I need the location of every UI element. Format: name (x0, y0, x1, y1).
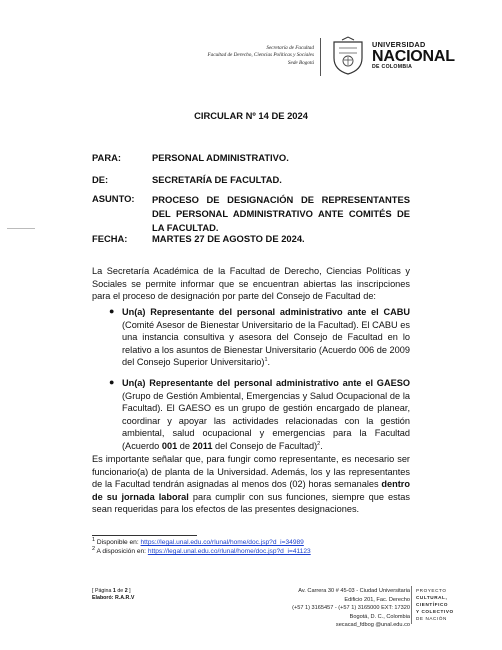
bullet-cabu-end: . (267, 357, 271, 367)
address-line-3: (+57 1) 3165457 - (+57 1) 3165000 EXT: 17320 (292, 605, 410, 612)
asunto-label: ASUNTO: (92, 193, 135, 204)
bullet-gaeso-end: . (320, 440, 323, 451)
closing-paragraph (92, 453, 410, 516)
bullet-gaeso-heading: Un(a) Representante del personal administrativo ante el GAESO (122, 378, 410, 388)
acuerdo-year: 2011 (192, 440, 213, 451)
para-value: PERSONAL ADMINISTRATIVO. (152, 152, 289, 163)
para-label: PARA: (92, 152, 121, 163)
footer-address (235, 587, 410, 630)
elaboro: Elaboró: R.A.R.V (92, 595, 135, 601)
page-current: 1 (112, 588, 116, 594)
footnote-1-text: Disponible en: (95, 539, 141, 546)
acuerdo-de: de (177, 440, 193, 451)
page-total: 2 (124, 588, 128, 594)
footnote-1 (92, 536, 304, 547)
bullet-cabu-text: (Comité Asesor de Bienestar Universitario de la Facultad). El CABU es una instancia consultiva y asesora del Consejo de Facultad en lo relativo a los asuntos de Bienestar Universitario (Acuerdo 006 de 2009 del Consejo Superior Universitario) (122, 319, 410, 367)
page-mid: de (115, 588, 125, 594)
address-line-1: Av. Carrera 30 # 45-03 - Ciudad Universitaria (298, 588, 410, 594)
footnote-ref-2: 2 (317, 440, 321, 447)
bullet-gaeso-text: (Grupo de Gestión Ambiental, Emergencias y Salud Ocupacional de la Facultad). El GAESO es un grupo de gestión encargado de planear, coordinar y apoyar las actividades relacionadas con la gestión ambiental, salud ocupacional y emergencias para la Facultad (Acuerdo (122, 390, 410, 451)
bullet-dot-1: ● (109, 306, 115, 316)
header-office (124, 45, 314, 67)
footnote-2 (92, 545, 311, 556)
wordmark-de-colombia: DE COLOMBIA (372, 64, 413, 70)
bullet-cabu (122, 306, 410, 369)
motto-line-2: CULTURAL, (416, 595, 448, 600)
header-line-2: Facultad de Derecho, Ciencias Políticas y Sociales (207, 52, 314, 59)
header-line-3: Sede Bogotá (287, 59, 314, 66)
circular-title: CIRCULAR Nº 14 DE 2024 (194, 110, 308, 121)
footnote-2-link[interactable]: https://legal.unal.edu.co/rlunal/home/doc.jsp?d_i=41123 (147, 548, 311, 555)
footnote-2-mark: 2 (92, 545, 96, 552)
footnote-ref-1: 1 (264, 356, 268, 363)
margin-mark (7, 228, 35, 229)
address-line-2: Edificio 201, Fac. Derecho (344, 596, 410, 603)
footnote-divider (92, 535, 197, 536)
fecha-value: MARTES 27 DE AGOSTO DE 2024. (152, 233, 305, 244)
university-seal-icon (330, 36, 366, 76)
page-prefix: [ Página (92, 588, 113, 594)
footnote-2-text: A disposición en: (95, 548, 148, 555)
bullet-gaeso-tail: del Consejo de Facultad) (212, 440, 318, 451)
footnote-1-mark: 1 (92, 536, 96, 543)
motto-line-1: PROYECTO (416, 588, 447, 593)
page-suffix: ] (127, 588, 131, 594)
motto-line-3: CIENTÍFICO (416, 602, 449, 607)
motto-line-4: Y COLECTIVO (416, 609, 454, 614)
address-line-5: secacad_fdbog @unal.edu.co (335, 622, 410, 629)
closing-bold: dentro de su jornada laboral (92, 479, 410, 502)
page-number (92, 588, 134, 595)
de-value: SECRETARÍA DE FACULTAD. (152, 174, 282, 185)
wordmark-universidad: UNIVERSIDAD (372, 40, 426, 49)
proyecto-motto (416, 587, 454, 622)
footnote-1-link[interactable]: https://legal.unal.edu.co/rlunal/home/doc.jsp?d_i=34989 (140, 539, 304, 546)
intro-paragraph: La Secretaría Académica de la Facultad de Derecho, Ciencias Políticas y Sociales se permite informar que se encuentran abiertas las inscripciones para el proceso de designación por parte del Consejo de Facultad de: (92, 266, 410, 301)
header-line-1: Secretaría de Facultad (266, 45, 314, 51)
bullet-cabu-heading: Un(a) Representante del personal administrativo ante el CABU (122, 307, 410, 317)
wordmark-nacional: NACIONAL (372, 48, 455, 65)
acuerdo-number: 001 (161, 440, 178, 451)
university-wordmark (372, 40, 455, 71)
address-line-4: Bogotá, D. C., Colombia (349, 613, 410, 620)
bullet-gaeso (122, 377, 410, 452)
bullet-dot-2: ● (109, 377, 115, 387)
closing-text-a: Es importante señalar que, para fungir como representante, es necesario ser funcionario(a) de planta de la Universidad. Además, los y las representantes de la Facultad tendrán asignadas al menos dos (02) horas semanales (92, 454, 410, 489)
asunto-value: PROCESO DE DESIGNACIÓN DE REPRESENTANTES DEL PERSONAL ADMINISTRATIVO ANTE COMITÉS DE LA FACULTAD. (152, 194, 410, 233)
closing-text-b: para cumplir con sus funciones, siempre que estas sean requeridas para los efectos de las presentes designaciones. (92, 491, 410, 514)
footer-divider (411, 586, 412, 624)
page-info (92, 588, 134, 602)
header-divider (320, 38, 321, 76)
de-label: DE: (92, 174, 109, 185)
fecha-label: FECHA: (92, 233, 128, 244)
motto-line-5: DE NACIÓN (416, 616, 447, 621)
